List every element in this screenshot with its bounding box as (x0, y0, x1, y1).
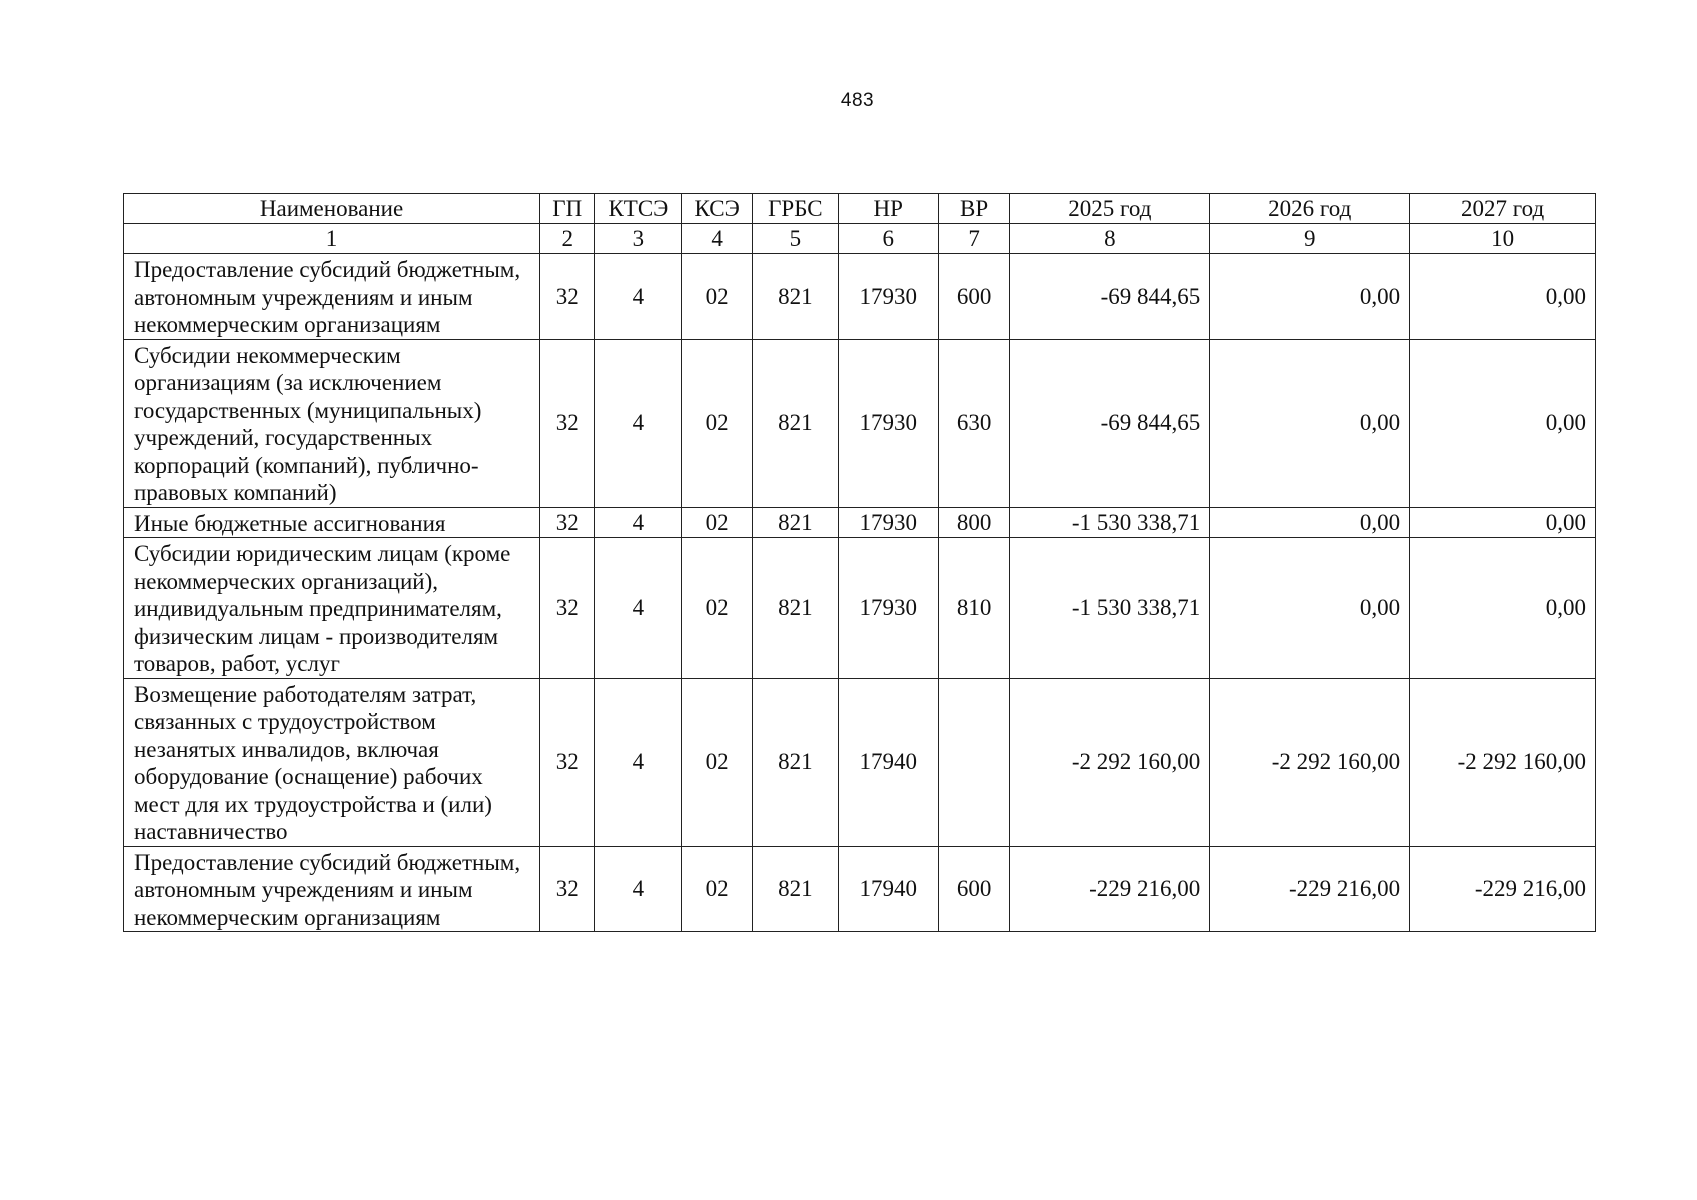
cell-kse: 02 (682, 846, 753, 932)
cell-grbs: 821 (752, 678, 838, 846)
cell-2026: 0,00 (1210, 254, 1410, 340)
cell-nr: 17940 (838, 846, 938, 932)
budget-table (123, 193, 1596, 932)
header-2026: 2026 год (1210, 194, 1410, 224)
cell-2027: 0,00 (1410, 254, 1596, 340)
row-name: Субсидии некоммерческим организациям (за исключением государственных (муниципальных) учреждений, государственных корпораций (компаний), публично-правовых компаний) (124, 339, 540, 507)
row-name: Предоставление субсидий бюджетным, автономным учреждениям и иным некоммерческим организациям (124, 846, 540, 932)
cell-ktse: 4 (595, 538, 682, 679)
cell-2026: 0,00 (1210, 507, 1410, 538)
cell-ktse: 4 (595, 254, 682, 340)
column-number: 6 (838, 224, 938, 254)
cell-grbs: 821 (752, 507, 838, 538)
row-name: Иные бюджетные ассигнования (124, 507, 540, 538)
header-ktse: КТСЭ (595, 194, 682, 224)
column-number: 5 (752, 224, 838, 254)
cell-ktse: 4 (595, 678, 682, 846)
cell-ktse: 4 (595, 846, 682, 932)
cell-kse: 02 (682, 339, 753, 507)
cell-vr: 600 (938, 254, 1010, 340)
cell-ktse: 4 (595, 339, 682, 507)
cell-2026: 0,00 (1210, 538, 1410, 679)
table-row (124, 507, 1596, 538)
cell-vr: 630 (938, 339, 1010, 507)
cell-vr: 600 (938, 846, 1010, 932)
header-gp: ГП (540, 194, 595, 224)
cell-2026: -2 292 160,00 (1210, 678, 1410, 846)
cell-gp: 32 (540, 678, 595, 846)
cell-2026: -229 216,00 (1210, 846, 1410, 932)
cell-2025: -2 292 160,00 (1010, 678, 1210, 846)
table-row (124, 846, 1596, 932)
header-name: Наименование (124, 194, 540, 224)
table-row (124, 538, 1596, 679)
cell-2025: -229 216,00 (1010, 846, 1210, 932)
cell-grbs: 821 (752, 538, 838, 679)
cell-kse: 02 (682, 254, 753, 340)
cell-gp: 32 (540, 538, 595, 679)
column-number: 10 (1410, 224, 1596, 254)
cell-gp: 32 (540, 846, 595, 932)
column-number: 4 (682, 224, 753, 254)
header-grbs: ГРБС (752, 194, 838, 224)
cell-2025: -69 844,65 (1010, 254, 1210, 340)
cell-gp: 32 (540, 339, 595, 507)
cell-2027: -229 216,00 (1410, 846, 1596, 932)
cell-2025: -1 530 338,71 (1010, 538, 1210, 679)
cell-ktse: 4 (595, 507, 682, 538)
header-row (124, 194, 1596, 224)
table-row (124, 678, 1596, 846)
cell-2027: -2 292 160,00 (1410, 678, 1596, 846)
cell-nr: 17930 (838, 507, 938, 538)
cell-gp: 32 (540, 507, 595, 538)
column-number: 1 (124, 224, 540, 254)
table-row (124, 254, 1596, 340)
column-number: 7 (938, 224, 1010, 254)
cell-kse: 02 (682, 678, 753, 846)
cell-kse: 02 (682, 538, 753, 679)
cell-nr: 17930 (838, 254, 938, 340)
cell-nr: 17940 (838, 678, 938, 846)
row-name: Субсидии юридическим лицам (кроме некоммерческих организаций), индивидуальным предпринимателям, физическим лицам - производителям товаров, работ, услуг (124, 538, 540, 679)
header-vr: ВР (938, 194, 1010, 224)
column-number-row (124, 224, 1596, 254)
cell-2025: -69 844,65 (1010, 339, 1210, 507)
header-2027: 2027 год (1410, 194, 1596, 224)
cell-gp: 32 (540, 254, 595, 340)
header-nr: НР (838, 194, 938, 224)
row-name: Возмещение работодателям затрат, связанных с трудоустройством незанятых инвалидов, включая оборудование (оснащение) рабочих мест для их трудоустройства и (или) наставничество (124, 678, 540, 846)
column-number: 2 (540, 224, 595, 254)
header-kse: КСЭ (682, 194, 753, 224)
cell-2027: 0,00 (1410, 339, 1596, 507)
table-row (124, 339, 1596, 507)
cell-grbs: 821 (752, 254, 838, 340)
cell-nr: 17930 (838, 339, 938, 507)
row-name: Предоставление субсидий бюджетным, автономным учреждениям и иным некоммерческим организациям (124, 254, 540, 340)
cell-2025: -1 530 338,71 (1010, 507, 1210, 538)
cell-nr: 17930 (838, 538, 938, 679)
header-2025: 2025 год (1010, 194, 1210, 224)
cell-grbs: 821 (752, 339, 838, 507)
column-number: 8 (1010, 224, 1210, 254)
page-number: 483 (840, 90, 875, 111)
cell-2026: 0,00 (1210, 339, 1410, 507)
column-number: 3 (595, 224, 682, 254)
cell-grbs: 821 (752, 846, 838, 932)
cell-vr (938, 678, 1010, 846)
cell-vr: 810 (938, 538, 1010, 679)
cell-2027: 0,00 (1410, 507, 1596, 538)
cell-kse: 02 (682, 507, 753, 538)
column-number: 9 (1210, 224, 1410, 254)
cell-2027: 0,00 (1410, 538, 1596, 679)
cell-vr: 800 (938, 507, 1010, 538)
